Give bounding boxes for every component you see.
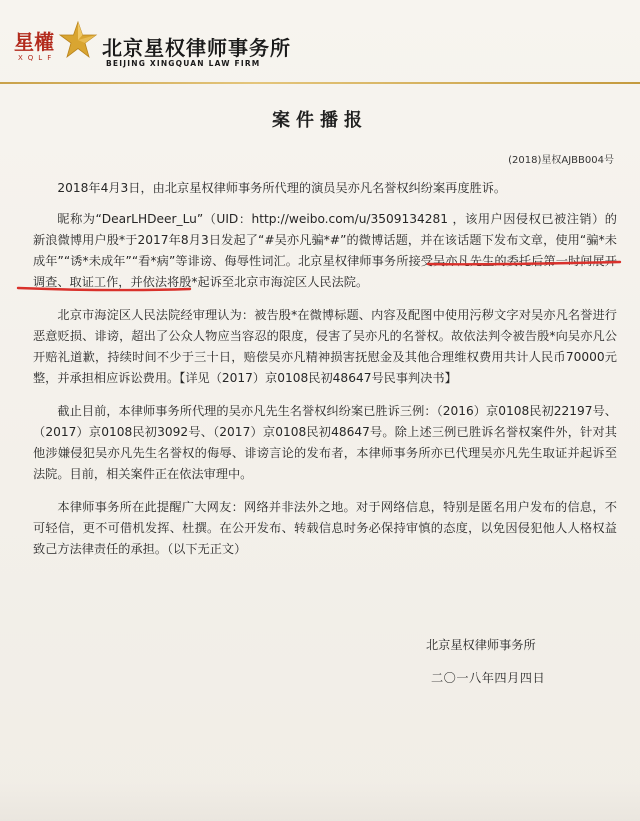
logo-subtext: XQLF — [18, 54, 57, 62]
signature-firm: 北京星权律师事务所 — [426, 638, 536, 652]
firm-logo — [14, 18, 88, 74]
firm-name-english: BEIJING XINGQUAN LAW FIRM — [106, 59, 261, 68]
paragraph-5: 本律师事务所在此提醒广大网友：网络并非法外之地。对于网络信息，特别是匿名用户发布的信息，不可轻信，更不可借机发挥、杜撰。在公开发布、转载信息时务必保持审慎的态度，以免因侵犯他人人格权益致己方法律责任的承担。（以下无正文） — [33, 500, 617, 556]
document-body — [33, 178, 617, 572]
letterhead — [14, 18, 434, 74]
firm-name-chinese: 北京星权律师事务所 — [102, 36, 291, 60]
document-number: (2018)星权AJBB004号 — [508, 155, 614, 166]
paragraph-1: 2018年4月3日，由北京星权律师事务所代理的演员吴亦凡名誉权纠纷案再度胜诉。 — [57, 181, 507, 195]
star-icon — [58, 20, 98, 60]
page-bottom-shade — [0, 781, 640, 821]
signature-date: 二〇一八年四月四日 — [431, 671, 546, 685]
paragraph-3: 北京市海淀区人民法院经审理认为：被告殷*在微博标题、内容及配图中使用污秽文字对吴亦凡名誉进行恶意贬损、诽谤，超出了公众人物应当容忍的限度，侵害了吴亦凡的名誉权。故依法判令被告殷*向吴亦凡公开赔礼道歉，持续时间不少于三十日，赔偿吴亦凡精神损害抚慰金及其他合理维权费用共计人民币70000元整，并承担相应诉讼费用。【详见（2017）京0108民初48647号民事判决书】 — [33, 308, 617, 385]
paragraph-4: 截止目前，本律师事务所代理的吴亦凡先生名誉权纠纷案已胜诉三例：（2016）京0108民初22197号、（2017）京0108民初3092号、（2017）京0108民初48647号。除上述三例已胜诉名誉权案件外，针对其他涉嫌侵犯吴亦凡先生名誉权的侮辱、诽谤言论的发布者，本律师事务所亦已代理吴亦凡先生取证并起诉至法院。目前，相关案件正在依法审理中。 — [33, 404, 617, 481]
document-title: 案件播报 — [272, 110, 368, 131]
logo-text: 星權 — [14, 30, 54, 54]
header-divider — [0, 82, 640, 84]
paragraph-2: 昵称为“DearLHDeer_Lu”（UID：http://weibo.com/u/3509134281 ，该用户因侵权已被注销）的新浪微博用户殷*于2017年8月3日发起了“#吴亦凡骗*#”的微博话题，并在该话题下发布文章，使用“骗*未成年”“诱*未成年”“看*病”等诽谤、侮辱性词汇。北京星权律师事务所接受吴亦凡先生的委托后第一时间展开调查、取证工作，并依法将殷*起诉至北京市海淀区人民法院。 — [33, 212, 617, 289]
